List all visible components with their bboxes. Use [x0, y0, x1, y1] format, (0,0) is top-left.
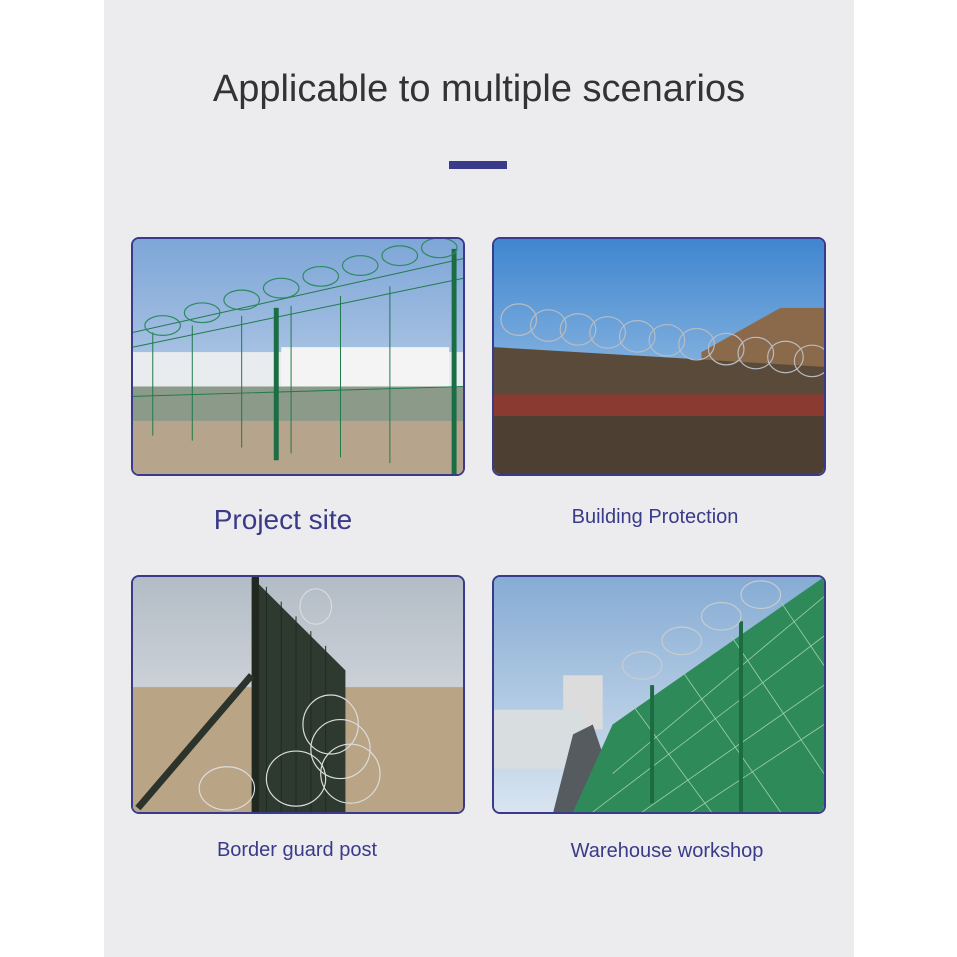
scenario-label-building-protection: Building Protection [571, 506, 739, 528]
scenario-image-building-protection [492, 237, 826, 476]
title-underline [449, 161, 507, 169]
scenario-image-border-guard-post [131, 575, 465, 814]
scenario-image-project-site [131, 237, 465, 476]
scenario-label-project-site: Project site [213, 504, 353, 535]
scenario-label-warehouse-workshop: Warehouse workshop [570, 840, 764, 862]
page-title: Applicable to multiple scenarios [212, 68, 746, 110]
content-panel [104, 0, 854, 957]
scenario-label-border-guard-post: Border guard post [216, 839, 378, 861]
scenario-image-warehouse-workshop [492, 575, 826, 814]
